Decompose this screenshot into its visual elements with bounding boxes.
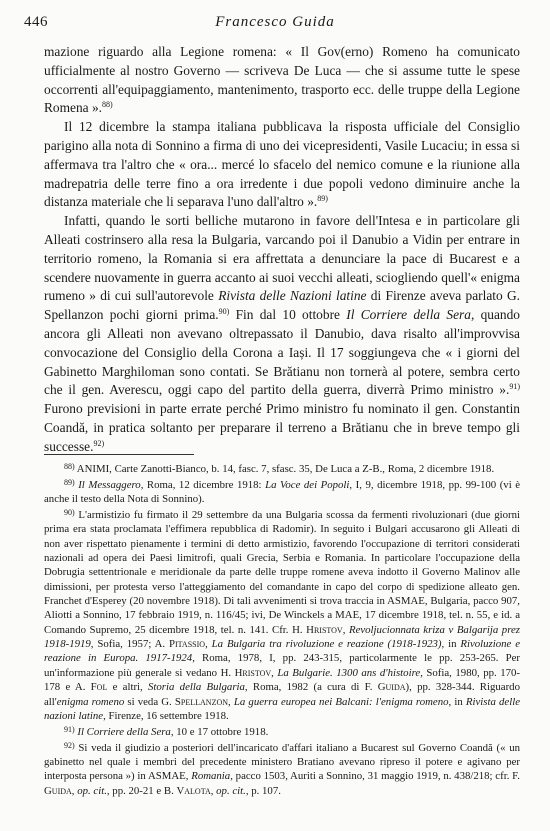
author-name: Guida bbox=[44, 784, 72, 797]
cited-title: Rivoluzione e reazione in Europa. 1917-1924 bbox=[44, 638, 521, 665]
author-name: Guida bbox=[377, 681, 406, 694]
author-name: Spellanzon bbox=[174, 695, 229, 708]
footnote-ref-89: 89) bbox=[317, 194, 328, 204]
newspaper-title: Il Corriere della Sera bbox=[346, 307, 471, 323]
footnote-number: 88) bbox=[64, 462, 75, 471]
footnote-text: , I, 9, dicembre 1918, pp. 99-100 (vi è anche il testo della Nota di Sonnino). bbox=[44, 478, 521, 506]
author-name: Valota bbox=[176, 784, 211, 797]
paragraph-3-text-b: di Firenze aveva parlato G. Spellanzon pochi giorni prima. bbox=[44, 288, 520, 323]
footnote-ref-88: 88) bbox=[102, 100, 113, 110]
paragraph-2 bbox=[44, 118, 520, 212]
footnote-text: , p. 107. bbox=[245, 784, 281, 797]
cited-title: enigma romeno bbox=[56, 695, 125, 708]
footnote-text: , bbox=[342, 623, 349, 636]
footnote-ref-90: 90) bbox=[218, 307, 230, 317]
footnote-text: L'armistizio fu firmato il 29 settembre da una Bulgaria scossa da fermenti rivoluzionari (due giorni prima era stata proclamata l'effimera repubblica di Radomir). In seguito i Bulgari accusarono gli Alleati di non aver rispettato pienamente i termini di detto armistizio, favorendo l'occupazione di territori considerati nazionali ad opera dei Paesi limitrofi, quali Grecia, Serbia e Romania. In particolare l'occupazione della Dobrugia settentrionale e meridionale da parte delle truppe romene aveva indotto il Governo Malinov alle dimissioni, per protesta verso l'atteggiamento del comandante in capo del corpo di spedizione alleato gen. Franchet d'Esperey (20 novembre 1918). Di tali avvenimenti si trova traccia in ASMAE, Bulgaria, pacco 907, Aliotti a Sonnino, 17 febbraio 1919, n. 116/45; ivi, De Winckels a MAE, 17 dicembre 1918, tel. n. 55, e id. a Comando Supremo, 25 dicembre 1918, tel. n. 141. Cfr. H. bbox=[44, 509, 521, 636]
footnote-number: 91) bbox=[64, 724, 75, 734]
cited-title: Romania bbox=[191, 770, 231, 783]
paragraph-3-text-c: Fin dal 10 ottobre bbox=[229, 307, 347, 323]
cited-title: La guerra europea nei Balcani: l'enigma romeno bbox=[233, 695, 449, 708]
footnote-ref-91: 91) bbox=[509, 382, 520, 392]
cited-title: op. cit. bbox=[216, 784, 246, 797]
cited-title: Storia della Bulgaria bbox=[148, 681, 245, 694]
footnote-text: Si veda il giudizio a posteriori dell'incaricato d'affari italiano a Bucarest sul Governo Coandă (« un gabinetto nel quale i membri del precedente ministero Bratiano avevano ripreso il potere e agivano per interposta persona ») in ASMAE, bbox=[44, 741, 520, 783]
footnote-88 bbox=[44, 462, 520, 476]
footnote-rule bbox=[44, 454, 194, 455]
footnote-text: , Roma, 1978, I, pp. 243-315, particolarmente le pp. 253-265. Per un'informazione più generale si vedano H. bbox=[44, 652, 521, 679]
cited-title: Rivista delle nazioni latine bbox=[44, 695, 520, 722]
footnote-text: , Sofia, 1980, pp. 170-178 e A. bbox=[44, 666, 520, 694]
main-text bbox=[44, 43, 520, 457]
cited-title: La Voce dei Popoli bbox=[265, 478, 350, 491]
footnote-text: , Sofia, 1957; A. bbox=[90, 638, 170, 651]
footnote-text: , 10 e 17 ottobre 1918. bbox=[170, 725, 269, 738]
cited-title: La Bulgaria tra rivoluzione e reazione (1918-1923) bbox=[211, 638, 442, 651]
author-name: Fol bbox=[90, 681, 108, 694]
footnote-90 bbox=[44, 508, 520, 723]
footnote-text: ANIMI, Carte Zanotti-Bianco, b. 14, fasc. 7, sfasc. 35, De Luca a Z-B., Roma, 2 dicembre 1918. bbox=[76, 463, 495, 475]
footnote-text: ), pp. 328-344. Riguardo all' bbox=[44, 681, 520, 708]
footnote-89 bbox=[44, 478, 520, 507]
cited-title: Revoljucionnata kriza v Balgarija prez 1918-1919 bbox=[44, 623, 520, 651]
paragraph-1-text: mazione riguardo alla Legione romena: « Il Gov(erno) Romeno ha comunicato ufficialmente al nostro Governo — scriveva De Luca — che si assume tutte le spese occorrenti all'equipaggiamento, mantenimento, trasporto ecc. delle truppe della Legione Romena ». bbox=[44, 44, 520, 116]
footnote-text: , Roma, 12 dicembre 1918: bbox=[140, 478, 266, 491]
footnote-text: e altri, bbox=[107, 681, 149, 694]
footnote-text: , Roma, 1982 (a cura di F. bbox=[244, 681, 378, 694]
running-head: Francesco Guida bbox=[215, 14, 335, 30]
footnote-text: , bbox=[71, 784, 78, 797]
footnote-number: 89) bbox=[64, 477, 75, 487]
footnote-text: , bbox=[271, 666, 278, 679]
footnote-ref-92: 92) bbox=[93, 438, 105, 448]
paragraph-3 bbox=[44, 212, 520, 456]
cited-title: Il Corriere della Sera bbox=[77, 725, 171, 738]
cited-title: op. cit. bbox=[77, 784, 107, 797]
page-header bbox=[24, 14, 526, 36]
cited-title: La Bulgarie. 1300 ans d'histoire bbox=[277, 666, 421, 679]
footnote-92 bbox=[44, 741, 520, 798]
author-name: Hristov bbox=[306, 623, 343, 636]
footnotes bbox=[44, 462, 520, 799]
footnote-number: 90) bbox=[64, 508, 75, 518]
paragraph-3-text-a: Infatti, quando le sorti belliche mutarono in favore dell'Intesa e in particolare gli Alleati costrinsero alla resa la Bulgaria, varcando poi il Danubio a Vidin per entrare in territorio romeno, la Romania si era affrettata a denunciare la pace di Bucarest e a scendere nuovamente in guerra accanto ai suoi vecchi alleati, sciogliendo quell'« enigma rumeno » di cui sull'autorevole bbox=[44, 213, 520, 304]
footnote-text: , bbox=[210, 784, 217, 797]
journal-title: Rivista delle Nazioni latine bbox=[218, 288, 367, 304]
author-name: Pitassio bbox=[169, 638, 206, 651]
cited-title: Il Messaggero bbox=[78, 478, 141, 491]
footnote-text: si veda G. bbox=[124, 695, 175, 708]
footnote-text: , pp. 20-21 e B. bbox=[106, 784, 177, 797]
footnote-text: , bbox=[228, 695, 234, 708]
footnote-text: , Firenze, 16 settembre 1918. bbox=[103, 709, 229, 722]
paragraph-1 bbox=[44, 43, 520, 118]
footnote-text: , pacco 1503, Auriti a Sonnino, 31 maggio 1919, n. 438/218; cfr. F. bbox=[230, 770, 520, 783]
footnote-text: , in bbox=[441, 638, 461, 651]
author-name: Hristov bbox=[234, 666, 272, 679]
footnote-text: , bbox=[205, 638, 212, 651]
paragraph-3-text-e: Furono previsioni in parte errate perché Primo ministro fu nominato il gen. Constantin Coandă, in pratica soltanto per preparare il terreno a Brătianu che in breve tempo gli successe. bbox=[44, 401, 520, 454]
footnote-91 bbox=[44, 725, 520, 739]
page-number: 446 bbox=[24, 14, 48, 30]
paragraph-2-text: Il 12 dicembre la stampa italiana pubblicava la risposta ufficiale del Consiglio parigino alla nota di Sonnino a firma di uno dei vicepresidenti, Vasile Lucaciu; in essa si affermava tra l'altro che « ora... mercé lo sfacelo del nemico comune e la riunione alla madrepatria delle terre fino a ora irredente i due popoli vedono diminuire anche la distanza materiale che li separava l'uno dall'altro ». bbox=[44, 119, 520, 210]
footnote-text: , in bbox=[448, 695, 466, 708]
footnote-number: 92) bbox=[64, 740, 75, 750]
paragraph-3-text-d: , quando ancora gli Alleati non avevano oltrepassato il Danubio, dava risalto all'improvvisa convocazione del Consiglio della Corona a Iași. Il 17 soggiungeva che « i giorni del Gabinetto Marghiloman sono contati. Se Brătianu non tornerà al potere, sembra certo che il gen. Averescu, oggi capo del partito della guerra, diverrà Primo ministro ». bbox=[44, 307, 520, 398]
